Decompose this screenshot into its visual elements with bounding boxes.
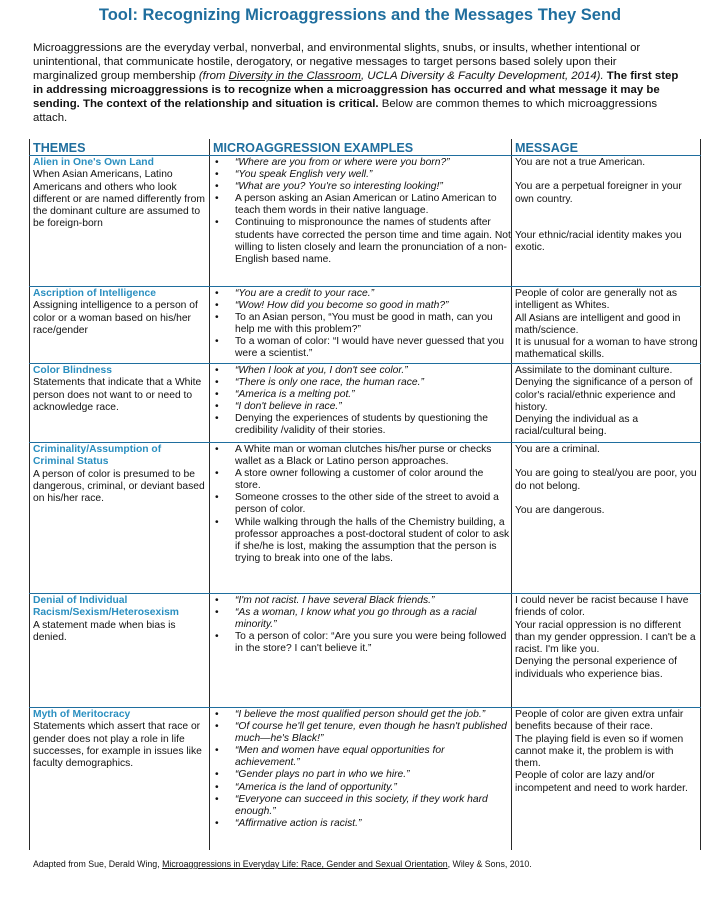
message-text: People of color are lazy and/or incompetent and need to work harder. xyxy=(515,770,688,794)
row-divider xyxy=(29,442,701,443)
row-divider xyxy=(29,286,701,287)
example-item: • “Where are you from or where were you born?” xyxy=(211,157,511,169)
example-item: • “Of course he'll get tenure, even though he hasn't published much—he's Black!” xyxy=(211,721,511,745)
message-text: The playing field is even so if women cannot make it, the problem is with them. xyxy=(515,733,684,770)
example-item: • A person asking an Asian American or Latino American to teach them words in their native language. xyxy=(211,193,511,217)
theme-cell xyxy=(33,595,205,644)
examples-list xyxy=(211,444,511,565)
intro-citation: (from Diversity in the Classroom, UCLA Diversity & Faculty Development, 2014). xyxy=(198,70,604,83)
message-text: Denying the significance of a person of color's racial/ethnic experience and history. xyxy=(515,377,693,413)
theme-name: Color Blindness xyxy=(33,365,112,376)
message-cell xyxy=(515,288,699,362)
message-text: I could never be racist because I have friends of color. xyxy=(515,595,689,619)
example-item: • To a woman of color: “I would have never guessed that you were a scientist.” xyxy=(211,336,511,360)
page-title: Tool: Recognizing Microaggressions and the Messages They Send xyxy=(98,6,622,24)
message-text: It is unusual for a woman to have strong mathematical skills. xyxy=(515,337,698,361)
example-item: • “Men and women have equal opportunities for achievement.” xyxy=(211,745,511,769)
message-text: Assimilate to the dominant culture. xyxy=(515,365,673,376)
message-text: All Asians are intelligent and good in math/science. xyxy=(515,312,681,336)
intro-text-end: Below are common themes to which microaggressions attach. xyxy=(33,98,658,125)
citation-link[interactable]: Diversity in the Classroom xyxy=(228,70,361,83)
theme-name: Ascription of Intelligence xyxy=(33,288,157,299)
header-themes: THEMES xyxy=(33,141,86,155)
header-divider xyxy=(29,155,701,156)
message-text: Denying the personal experience of individuals who experience bias. xyxy=(515,656,677,680)
example-item: • “I don't believe in race.” xyxy=(211,401,511,413)
example-item: • “As a woman, I know what you go through as a racial minority.” xyxy=(211,607,511,631)
example-item: • Someone crosses to the other side of the street to avoid a person of color. xyxy=(211,492,511,516)
theme-description: Statements which assert that race or gender does not play a role in life successes, for example in issues like faculty demographics. xyxy=(33,721,202,770)
example-item: • A White man or woman clutches his/her purse or checks wallet as a Black or Latino person approaches. xyxy=(211,444,511,468)
message-cell xyxy=(515,595,699,681)
example-item: • “America is the land of opportunity.” xyxy=(211,782,511,794)
example-item: • Denying the experiences of students by questioning the credibility /validity of their stories. xyxy=(211,413,511,437)
message-text: You are not a true American. xyxy=(515,157,646,168)
example-item: • “Everyone can succeed in this society, if they work hard enough.” xyxy=(211,794,511,818)
table-divider-examples xyxy=(511,139,512,850)
theme-description: When Asian Americans, Latino Americans and others who look different or are named differently from the dominant culture are assumed to be foreign-born xyxy=(33,169,205,230)
theme-cell xyxy=(33,709,205,770)
theme-description: Statements that indicate that a White person does not want to or need to acknowledge race. xyxy=(33,377,202,413)
example-item: • “Affirmative action is racist.” xyxy=(211,818,511,830)
theme-description: A person of color is presumed to be dangerous, criminal, or deviant based on his/her race. xyxy=(33,468,205,505)
example-item: • “You are a credit to your race.” xyxy=(211,288,511,300)
theme-cell xyxy=(33,444,205,505)
examples-list xyxy=(211,365,511,438)
row-divider xyxy=(29,363,701,364)
message-text: Your ethnic/racial identity makes you exotic. xyxy=(515,229,682,254)
row-divider xyxy=(29,707,701,708)
message-text: You are a criminal. xyxy=(515,444,600,455)
message-cell xyxy=(515,157,699,254)
table-divider-themes xyxy=(209,139,210,850)
message-cell xyxy=(515,444,699,517)
example-item: • Continuing to mispronounce the names of students after students have corrected the person time and time again. Not willing to listen closely and learn the pronunciation of a non-English based name. xyxy=(211,217,511,265)
message-text: Your racial oppression is no different than my gender oppression. I can't be a racist. I'm like you. xyxy=(515,619,696,656)
footer-citation: Adapted from Sue, Derald Wing, Microaggressions in Everyday Life: Race, Gender and Sexual Orientation, Wiley & Sons, 2010. xyxy=(33,859,532,869)
example-item: • To an Asian person, “You must be good in math, can you help me with this problem?” xyxy=(211,312,511,336)
examples-list xyxy=(211,157,511,266)
table-border-left xyxy=(29,139,30,850)
header-examples: MICROAGGRESSION EXAMPLES xyxy=(213,141,414,155)
example-item: • “I believe the most qualified person should get the job.” xyxy=(211,709,511,721)
intro-paragraph xyxy=(33,41,681,126)
example-item: • To a person of color: “Are you sure you were being followed in the store? I can't believe it.” xyxy=(211,631,511,655)
table-border-right xyxy=(700,139,701,850)
header-message: MESSAGE xyxy=(515,141,578,155)
message-text: You are a perpetual foreigner in your own country. xyxy=(515,181,682,205)
intro-bold-text: The first step in addressing microaggressions is to recognize when a microaggression has occurred and what message it may be sending. The context of the relationship and situation is critical. xyxy=(33,70,679,111)
example-item: • “What are you? You're so interesting looking!” xyxy=(211,181,511,193)
theme-description: Assigning intelligence to a person of color or a woman based on his/her race/gender xyxy=(33,300,198,336)
example-item: • “I'm not racist. I have several Black friends.” xyxy=(211,595,511,607)
message-cell xyxy=(515,365,699,439)
examples-list xyxy=(211,288,511,361)
theme-name: Myth of Meritocracy xyxy=(33,709,131,720)
example-item: • “Wow! How did you become so good in math?” xyxy=(211,300,511,312)
message-text: You are going to steal/you are poor, you do not belong. xyxy=(515,468,697,492)
example-item: • A store owner following a customer of color around the store. xyxy=(211,468,511,492)
theme-name: Denial of Individual Racism/Sexism/Heterosexism xyxy=(33,595,179,619)
message-cell xyxy=(515,709,699,795)
theme-description: A statement made when bias is denied. xyxy=(33,619,176,643)
examples-list xyxy=(211,595,511,655)
theme-cell xyxy=(33,288,205,337)
footer-book-title: Microaggressions in Everyday Life: Race, Gender and Sexual Orientation xyxy=(162,859,448,869)
message-text: Denying the individual as a racial/cultural being. xyxy=(515,414,639,438)
theme-cell xyxy=(33,365,205,414)
message-text: You are dangerous. xyxy=(515,504,605,516)
example-item: • “When I look at you, I don't see color.” xyxy=(211,365,511,377)
message-text: People of color are generally not as intelligent as Whites. xyxy=(515,288,677,312)
theme-cell xyxy=(33,157,205,231)
example-item: • “There is only one race, the human race.” xyxy=(211,377,511,389)
examples-list xyxy=(211,709,511,830)
example-item: • While walking through the halls of the Chemistry building, a professor approaches a post-doctoral student of color to ask if she/he is lost, making the assumption that the person is trying to break into one of the labs. xyxy=(211,517,511,565)
example-item: • “America is a melting pot.” xyxy=(211,389,511,401)
intro-text: Microaggressions are the everyday verbal, nonverbal, and environmental slights, snubs, or insults, whether intentional or unintentional, that communicate hostile, derogatory, or negative messages to target persons based solely upon their marginalized group membership xyxy=(33,42,641,83)
theme-name: Criminality/Assumption of Criminal Status xyxy=(33,444,162,468)
example-item: • “You speak English very well.” xyxy=(211,169,511,181)
message-text: People of color are given extra unfair benefits because of their race. xyxy=(515,709,684,733)
row-divider xyxy=(29,593,701,594)
example-item: • “Gender plays no part in who we hire.” xyxy=(211,769,511,781)
theme-name: Alien in One's Own Land xyxy=(33,157,154,168)
